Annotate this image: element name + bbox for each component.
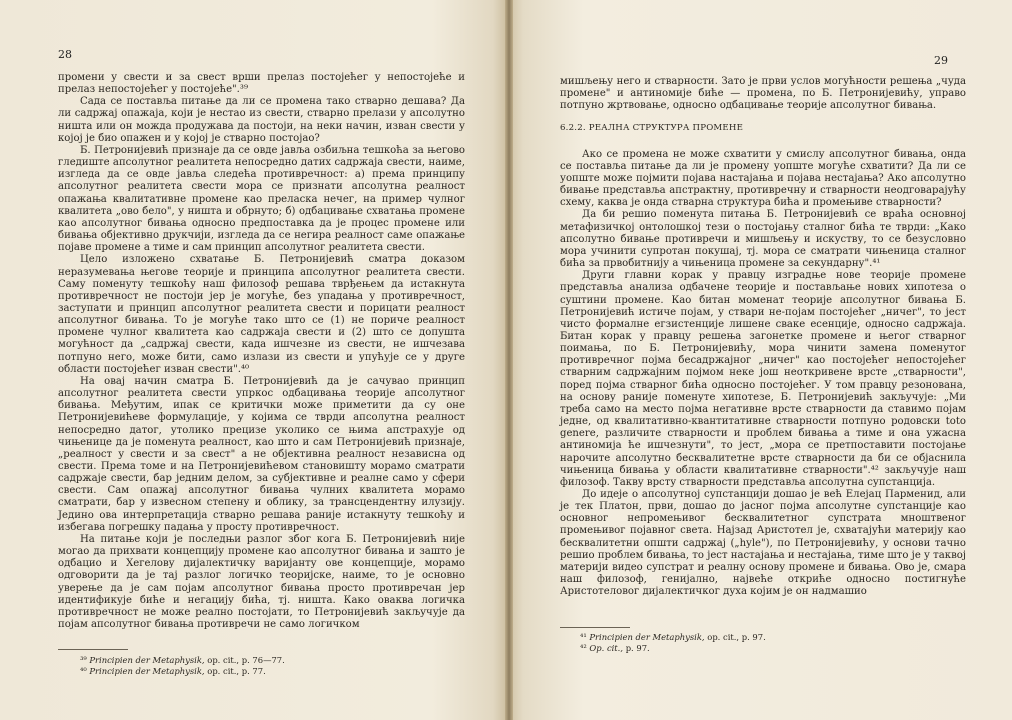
footnote-title: Principien der Metaphysik, <box>89 655 205 665</box>
paragraph: Цело изложено схватање Б. Петронијевић сматра доказом неразумевања његове теорије и принципа апсолутног реалитета свести. Саму поменуту тешкоћу наш филозоф решава тврђењем да истакнута противречност не постоји јер је могуће, без упадања у противречност, заступати и принцип апсолутног реалитета свести и порицати реалност апсолутног бивања. То је могуће тако што се (1) не пориче реалност промене чулног квалитета као садржаја свести и (2) што се допушта могућност да „садржај свести, када ишчезне из свести, не ишчезава потпуно него, може бити, само излази из свести и упућује се у друге области постојећег изван свести".⁴⁰ <box>58 254 465 375</box>
paragraph: Сада се поставља питање да ли се промена тако стварно дешава? Да ли садржај опажаја, који је нестао из свести, стварно прелази у апсолутно ништа или он можда продужава да постоји, на неки начин, изван свести у којој је био опажен и у којој је стварно постојао? <box>58 96 465 144</box>
footnote <box>580 643 766 654</box>
book-gutter <box>505 0 513 720</box>
footnote <box>80 655 285 666</box>
footnote-number: ⁴⁰ <box>80 666 87 676</box>
section-heading: 6.2.2. РЕАЛНА СТРУКТУРА ПРОМЕНЕ <box>560 123 744 134</box>
page-number: 29 <box>934 54 948 67</box>
paragraph: Б. Петронијевић признаје да се овде јавља озбиљна тешкоћа за његово гледиште апсолутног реалитета непосредно датих садржаја свести, наиме, изгледа да се овде јавља следећа противречност: а) према принципу апсолутног реалитета свести мора се признати апсолутна реалност опажања квалитативне промене као преласка нечег, на пример чулног квалитета „ово бело", у ништа и обрнуто; б) одбацивање схватања промене као апсолутног бивања односно предпоставка да је процес промене или бивања објективно друкчији, изгледа да се негира реалност саме опажање појаве промене а тиме и сам принцип апсолутног реалитета свести. <box>58 144 465 254</box>
paragraph: Ако се промена не може схватити у смислу апсолутног бивања, онда се поставља питање да ли је промену уопште могуће схватити? Да ли се уопште може појмити појава настајања и појава нестајања? Ако апсолутно бивање представља апстрактну, противречну и стварности неодговарајућу схему, каква је онда стварна структура бића и промењиве стварности? <box>560 148 966 209</box>
footnote <box>80 666 285 677</box>
footnote-ref: p. 97. <box>625 643 650 653</box>
footnote-ref: op. cit., p. 76—77. <box>207 655 285 665</box>
footnote-title: Principien der Metaphysik, <box>89 666 205 676</box>
paragraph: промени у свести и за свест врши прелаз постојећег у непостојеће и прелаз непостојећег у постојеће".³⁹ <box>58 72 465 96</box>
footnote-ref: op. cit., p. 97. <box>707 632 766 642</box>
footnote-ref: op. cit., p. 77. <box>207 666 266 676</box>
paragraph: На питање који је последњи разлог због кога Б. Петронијевић није могао да прихвати концепцију промене као апсолутног бивања и зашто је одбацио и Хегелову дијалектичку варијанту ове концепције, морамо одговорити да је тај разлог логичко теоријске, наиме, то је основно уверење да је сам појам апсолутног бивања просто противречан јер идентификује биће и негацију бића, тј. ништа. Како оваква логичка противречност не може реално постојати, то Петронијевић закључује да појам апсолутног бивања противречи не само логичком <box>58 533 465 631</box>
paragraph: Да би решио поменута питања Б. Петронијевић се враћа основној метафизичкој онтолошкој тези о постојању сталног бића те тврди: „Како апсолутно бивање противречи и мишљењу и искуству, то се безусловно мора учинити супротан покушај, тј. мора се сматрати чињеница сталног бића за првобитнију а чињеница промене за секундарну".⁴¹ <box>560 209 966 270</box>
footnote <box>580 632 766 643</box>
footnote-number: ³⁹ <box>80 655 87 665</box>
paragraph: мишљењу него и стварности. Зато је први услов могућности решења „чуда промене" и антиномије биће — промена, по Б. Петронијевићу, управо потпуно жртвовање, односно одбацивање теорије апсолутног бивања. <box>560 76 966 112</box>
footnotes <box>580 632 766 654</box>
right-page <box>508 0 1012 720</box>
footnote-divider <box>58 649 128 650</box>
footnote-number: ⁴¹ <box>580 632 587 642</box>
footnote-number: ⁴² <box>580 643 587 653</box>
paragraph: На овај начин сматра Б. Петронијевић да је сачувао принцип апсолутног реалитета свести упркос одбацивања теорије апсолутног бивања. Међутим, ипак се критички може приметити да су оне Петронијевићеве формулације, у којима се тврди апсолутна реалност непосредно датог, утолико прецизе уколико се њима апстрахује од чињенице да је поменута реалност, као што и сам Петронијевић признаје, „реалност у свести и за свест" а не објективна реалност независна од свести. Према томе и на Петронијевићевом становишту морамо сматрати садржаје свести, бар једним делом, за субјективне и реалне само у сфери свести. Сам опажај апсолутног бивања чулних квалитета морамо сматрати, бар у извесном степену и облику, за трансцендентну илузију. Једино ова интерпретација стварно решава раније истакнуту тешкоћу и избегава погрешку падања у просту противречност. <box>58 375 465 533</box>
paragraph: Други главни корак у правцу изградње нове теорије промене представља анализа одбачене теорије и постављање нових хипотеза о суштини промене. Као битан моменат теорије апсолутног бивања Б. Петронијевић истиче појам, у ствари не-појам постојећег „ничег", то јест чисто формалне егзистенције лишене сваке есенције, односно садржаја. Битан корак у правцу решења загонетке промене и његог стварног поимања, по Б. Петронијевићу, мора чинити замена поменутог противречног појма бесадржајног „ничег" као постојећег непостојећег стварним садржајним појмом неке још неоткривене врсте „стварности", поред појма стварног бића односно постојећег. У том правцу резонована, на основу раније поменуте хипотезе, Б. Петронијевић закључује: „Ми треба само на место појма негативне врсте стварности да ставимо појам једне, од квалитативно-квантитативне стварности потпуно родовски toto genere, различите стварности и проблем бивања а тиме и она ужасна антиномија ће ишчезнути", то јест, „мора се претпоставити постојање нарочите апсолутно бесквалитетне врсте стварности да би се објаснила чињеница бивања у области квалитативне стварности".⁴² закључује наш филозоф. Такву врсту стварности представља апсолутна супстанција. <box>560 270 966 488</box>
paragraph: До идеје о апсолутној супстанцији дошао је већ Елејац Парменид, али је тек Платон, први, дошао до јасног појма апсолутне супстанције као основног непромењивог бесквалитетног супстрата мноштвеног промењивог појавног света. Најзад Аристотел је, схватајући материју као бесквалитетни општи садржај („hyle"), по Петронијевићу, у основи тачно решио проблем бивања, то јест настајања и нестајања, тиме што је у таквој материји видео супстрат и реалну основу промене и бивања. Ово је, смара наш филозоф, генијално, највеће откриће односно постигнуће Аристотеловог дијалектичког духа којим је он надмашио <box>560 489 966 598</box>
footnote-title: Op. cit., <box>589 643 624 653</box>
page-number: 28 <box>58 48 72 61</box>
body-text <box>58 72 465 631</box>
body-text <box>560 76 966 598</box>
footnote-title: Principien der Metaphysik, <box>589 632 705 642</box>
footnotes <box>80 655 285 677</box>
footnote-divider <box>560 627 630 628</box>
